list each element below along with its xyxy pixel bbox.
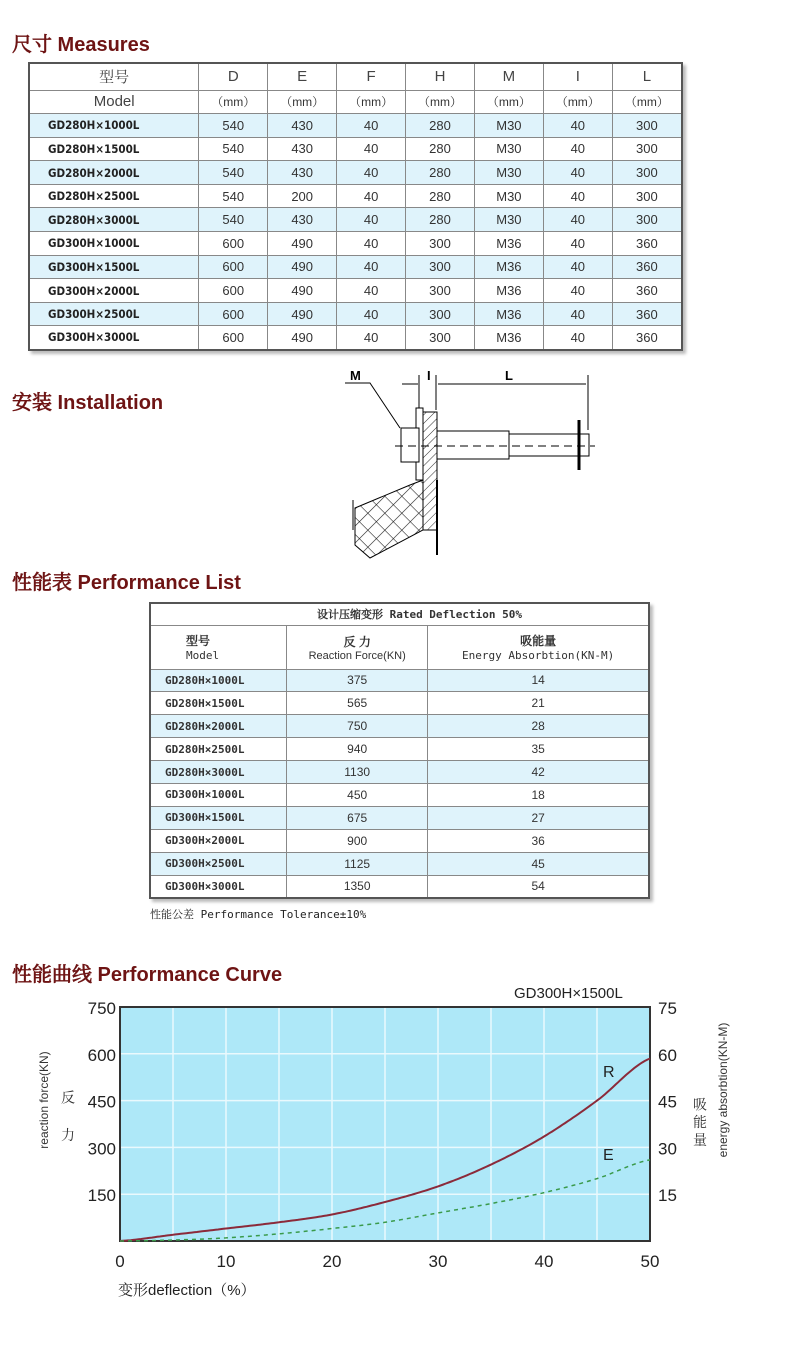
value-cell: 280 — [406, 208, 475, 232]
model-cell: GD280H×1500L — [150, 692, 287, 715]
table-row — [29, 137, 682, 161]
value-cell: 40 — [337, 279, 406, 303]
model-cell: GD300H×2500L — [150, 852, 287, 875]
value-cell: 540 — [199, 208, 268, 232]
value-cell: 300 — [406, 255, 475, 279]
value-cell: 300 — [406, 232, 475, 256]
value-cell: 40 — [543, 255, 612, 279]
value-cell: 300 — [612, 161, 682, 185]
value-cell: 675 — [287, 806, 428, 829]
value-cell: 40 — [543, 137, 612, 161]
y-axis-label-cn: 反 力 — [60, 1090, 76, 1152]
table-row — [29, 302, 682, 326]
value-cell: 300 — [406, 302, 475, 326]
y-tick-label: 450 — [87, 1092, 116, 1112]
table-row — [29, 161, 682, 185]
value-cell: 40 — [337, 208, 406, 232]
unit-label: （mm） — [268, 90, 337, 114]
value-cell: 200 — [268, 184, 337, 208]
x-tick-label: 30 — [428, 1252, 448, 1271]
y-tick-label: 750 — [87, 999, 116, 1018]
value-cell: M36 — [474, 302, 543, 326]
x-tick-label: 20 — [322, 1252, 342, 1271]
value-cell: 300 — [612, 137, 682, 161]
table-row — [150, 852, 649, 875]
model-cell: GD300H×2000L — [29, 279, 199, 303]
col-model-cn: 型号 — [186, 634, 211, 648]
value-cell: 430 — [268, 114, 337, 138]
col-E: E — [268, 63, 337, 90]
value-cell: M30 — [474, 114, 543, 138]
value-cell: 375 — [287, 669, 428, 692]
value-cell: M36 — [474, 255, 543, 279]
unit-label: （mm） — [199, 90, 268, 114]
value-cell: 490 — [268, 255, 337, 279]
model-cell: GD300H×1500L — [29, 255, 199, 279]
col-H: H — [406, 63, 475, 90]
model-cell: GD280H×3000L — [150, 761, 287, 784]
value-cell: 36 — [428, 829, 649, 852]
value-cell: 300 — [612, 208, 682, 232]
value-cell: M36 — [474, 279, 543, 303]
value-cell: 430 — [268, 208, 337, 232]
value-cell: 1130 — [287, 761, 428, 784]
y2-tick-label: 75 — [658, 999, 677, 1018]
y-axis-label: reaction force(KN) — [37, 1051, 51, 1149]
col-model-en: Model — [186, 649, 220, 662]
value-cell: 300 — [612, 114, 682, 138]
measures-table — [28, 62, 683, 351]
y2-tick-label: 15 — [658, 1186, 677, 1206]
value-cell: 430 — [268, 161, 337, 185]
value-cell: 40 — [543, 326, 612, 350]
value-cell: 600 — [199, 255, 268, 279]
value-cell: 750 — [287, 715, 428, 738]
model-cell: GD280H×3000L — [29, 208, 199, 232]
value-cell: 360 — [612, 232, 682, 256]
value-cell: 565 — [287, 692, 428, 715]
value-cell: 540 — [199, 184, 268, 208]
value-cell: 490 — [268, 326, 337, 350]
value-cell: 300 — [406, 279, 475, 303]
model-cell: GD300H×2500L — [29, 302, 199, 326]
x-tick-label: 0 — [115, 1252, 125, 1271]
value-cell: 360 — [612, 279, 682, 303]
series-label-r: R — [603, 1064, 615, 1081]
performance-chart — [0, 980, 790, 1310]
col-I: I — [543, 63, 612, 90]
value-cell: 300 — [612, 184, 682, 208]
model-cell: GD280H×2500L — [29, 184, 199, 208]
model-cell: GD300H×1500L — [150, 806, 287, 829]
model-cell: GD280H×1000L — [29, 114, 199, 138]
value-cell: 40 — [543, 114, 612, 138]
value-cell: 40 — [543, 161, 612, 185]
label-i: I — [427, 368, 431, 383]
table-row — [29, 255, 682, 279]
measures-heading: 尺寸 Measures — [12, 34, 150, 56]
value-cell: 40 — [337, 326, 406, 350]
col-energy-en: Energy Absorbtion(KN-M) — [461, 649, 615, 662]
value-cell: 280 — [406, 184, 475, 208]
value-cell: 45 — [428, 852, 649, 875]
unit-label: （mm） — [474, 90, 543, 114]
value-cell: M30 — [474, 208, 543, 232]
table-row — [150, 715, 649, 738]
installation-diagram — [300, 360, 620, 560]
table-row — [150, 875, 649, 898]
y2-axis-label: energy absorbtion(KN-M) — [716, 1022, 730, 1158]
table-row — [29, 208, 682, 232]
value-cell: 40 — [337, 184, 406, 208]
col-model-cn: 型号 — [29, 63, 199, 90]
value-cell: 40 — [543, 232, 612, 256]
y2-tick-label: 60 — [658, 1045, 677, 1065]
value-cell: 1125 — [287, 852, 428, 875]
value-cell: M36 — [474, 326, 543, 350]
col-D: D — [199, 63, 268, 90]
value-cell: 40 — [337, 161, 406, 185]
value-cell: 600 — [199, 232, 268, 256]
model-cell: GD300H×3000L — [29, 326, 199, 350]
col-F: F — [337, 63, 406, 90]
value-cell: 540 — [199, 161, 268, 185]
col-M: M — [474, 63, 543, 90]
model-cell: GD280H×1000L — [150, 669, 287, 692]
table-row — [150, 669, 649, 692]
installation-heading: 安装 Installation — [12, 392, 164, 414]
curve-heading: 性能曲线 Performance Curve — [12, 964, 283, 986]
table-row — [150, 761, 649, 784]
x-tick-label: 40 — [534, 1252, 554, 1271]
value-cell: 40 — [543, 302, 612, 326]
value-cell: 490 — [268, 232, 337, 256]
model-cell: GD280H×2000L — [150, 715, 287, 738]
model-cell: GD280H×1500L — [29, 137, 199, 161]
value-cell: 18 — [428, 783, 649, 806]
y-tick-label: 150 — [87, 1186, 116, 1206]
unit-label: （mm） — [406, 90, 475, 114]
value-cell: 40 — [337, 302, 406, 326]
value-cell: 300 — [406, 326, 475, 350]
value-cell: 40 — [337, 114, 406, 138]
value-cell: M30 — [474, 184, 543, 208]
label-m: M — [350, 368, 361, 383]
value-cell: 280 — [406, 137, 475, 161]
value-cell: 450 — [287, 783, 428, 806]
value-cell: 490 — [268, 279, 337, 303]
value-cell: 430 — [268, 137, 337, 161]
value-cell: 28 — [428, 715, 649, 738]
y2-tick-label: 30 — [658, 1139, 677, 1159]
value-cell: 540 — [199, 137, 268, 161]
value-cell: 900 — [287, 829, 428, 852]
rated-deflection-header: 设计压缩变形 Rated Deflection 50% — [150, 603, 649, 625]
table-row — [29, 279, 682, 303]
value-cell: 540 — [199, 114, 268, 138]
value-cell: 40 — [543, 208, 612, 232]
col-force-cn: 反 力 — [343, 634, 371, 649]
chart-title: GD300H×1500L — [514, 985, 623, 1002]
y-tick-label: 600 — [87, 1045, 116, 1065]
x-axis-label: 变形deflection（%） — [118, 1282, 256, 1299]
value-cell: 1350 — [287, 875, 428, 898]
model-cell: GD300H×1000L — [150, 783, 287, 806]
value-cell: 27 — [428, 806, 649, 829]
value-cell: 14 — [428, 669, 649, 692]
model-cell: GD280H×2500L — [150, 738, 287, 761]
model-cell: GD280H×2000L — [29, 161, 199, 185]
table-row — [29, 114, 682, 138]
model-cell: GD300H×1000L — [29, 232, 199, 256]
value-cell: 360 — [612, 302, 682, 326]
value-cell: 54 — [428, 875, 649, 898]
value-cell: 940 — [287, 738, 428, 761]
value-cell: 600 — [199, 279, 268, 303]
table-row — [150, 806, 649, 829]
value-cell: 600 — [199, 302, 268, 326]
model-cell: GD300H×3000L — [150, 875, 287, 898]
table-row — [29, 184, 682, 208]
x-tick-label: 50 — [640, 1252, 660, 1271]
table-row — [150, 738, 649, 761]
value-cell: 35 — [428, 738, 649, 761]
value-cell: 21 — [428, 692, 649, 715]
y2-axis-label-cn: 吸 能 量 — [692, 1097, 708, 1147]
col-L: L — [612, 63, 682, 90]
table-row — [29, 326, 682, 350]
table-row — [29, 232, 682, 256]
value-cell: 280 — [406, 161, 475, 185]
value-cell: 280 — [406, 114, 475, 138]
model-cell: GD300H×2000L — [150, 829, 287, 852]
y-tick-label: 300 — [87, 1139, 116, 1159]
value-cell: 40 — [337, 232, 406, 256]
label-l: L — [505, 368, 513, 383]
table-row — [150, 783, 649, 806]
performance-table — [149, 602, 650, 899]
value-cell: 40 — [543, 279, 612, 303]
performance-heading: 性能表 Performance List — [12, 572, 241, 594]
value-cell: 42 — [428, 761, 649, 784]
col-force-en: Reaction Force(KN) — [308, 649, 406, 662]
unit-label: （mm） — [612, 90, 682, 114]
value-cell: 360 — [612, 326, 682, 350]
value-cell: M30 — [474, 137, 543, 161]
unit-label: （mm） — [543, 90, 612, 114]
y2-tick-label: 45 — [658, 1092, 677, 1112]
value-cell: 40 — [337, 255, 406, 279]
value-cell: 40 — [543, 184, 612, 208]
x-tick-label: 10 — [216, 1252, 236, 1271]
col-model-en: Model — [29, 90, 199, 114]
value-cell: 360 — [612, 255, 682, 279]
unit-label: （mm） — [337, 90, 406, 114]
value-cell: 490 — [268, 302, 337, 326]
value-cell: M30 — [474, 161, 543, 185]
value-cell: M36 — [474, 232, 543, 256]
col-energy-cn: 吸能量 — [520, 634, 557, 648]
series-label-e: E — [603, 1147, 614, 1164]
tolerance-note: 性能公差 Performance Tolerance±10% — [150, 908, 367, 921]
value-cell: 40 — [337, 137, 406, 161]
table-row — [150, 829, 649, 852]
value-cell: 600 — [199, 326, 268, 350]
table-row — [150, 692, 649, 715]
